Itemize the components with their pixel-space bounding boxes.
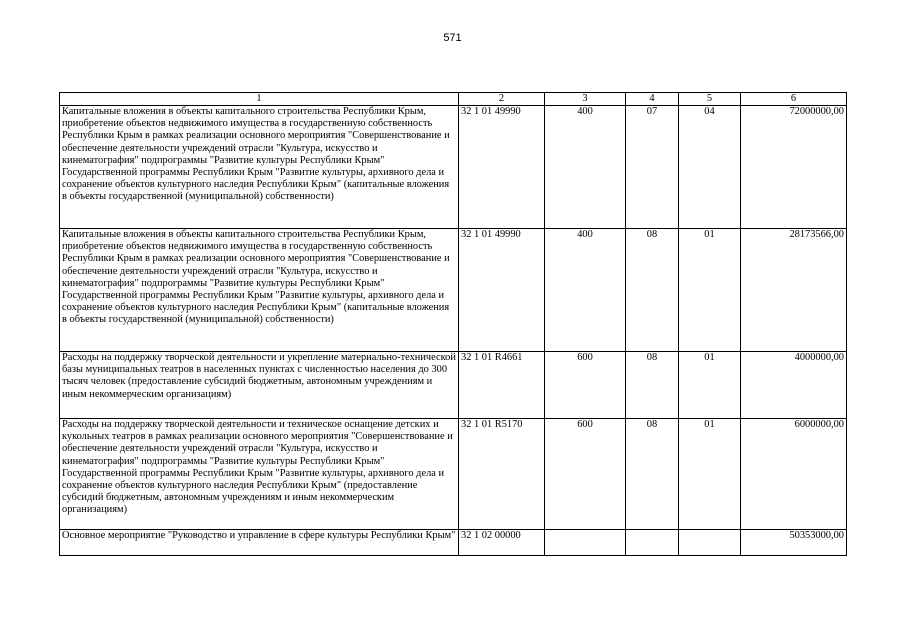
amount-cell: 28173566,00: [741, 229, 847, 352]
target-article-code-cell: 32 1 01 R5170: [459, 419, 545, 530]
section-cell: [626, 530, 679, 556]
section-cell: 07: [626, 106, 679, 229]
column-header: 5: [679, 93, 741, 106]
column-header: 2: [459, 93, 545, 106]
table-row: [60, 229, 847, 352]
amount-cell: 4000000,00: [741, 352, 847, 419]
table-header-row: [60, 93, 847, 106]
expense-type-cell: 400: [545, 106, 626, 229]
table-row: [60, 106, 847, 229]
expense-type-cell: [545, 530, 626, 556]
target-article-code-cell: 32 1 01 R4661: [459, 352, 545, 419]
expense-type-cell: 600: [545, 352, 626, 419]
expense-type-cell: 600: [545, 419, 626, 530]
subsection-cell: 01: [679, 229, 741, 352]
target-article-code-cell: 32 1 01 49990: [459, 106, 545, 229]
table-row: [60, 352, 847, 419]
amount-cell: 50353000,00: [741, 530, 847, 556]
section-cell: 08: [626, 352, 679, 419]
subsection-cell: 01: [679, 352, 741, 419]
subsection-cell: 04: [679, 106, 741, 229]
table-row: [60, 530, 847, 556]
expense-name-cell: Капитальные вложения в объекты капитального строительства Республики Крым, приобретение объектов недвижимого имущества в государственную собственность Республики Крым в рамках реализации основного мероприятия "Совершенствование и обеспечение деятельности учреждений отрасли "Культура, искусство и кинематография" подпрограммы "Развитие культуры Республики Крым" Государственной программы Республики Крым "Развитие культуры, архивного дела и сохранение объектов культурного наследия Республики Крым" (капитальные вложения в объекты государственной (муниципальной) собственности): [60, 106, 459, 229]
target-article-code-cell: 32 1 01 49990: [459, 229, 545, 352]
target-article-code-cell: 32 1 02 00000: [459, 530, 545, 556]
column-header: 1: [60, 93, 459, 106]
expense-name-cell: Расходы на поддержку творческой деятельности и укрепление материально-технической базы муниципальных театров в населенных пунктах с численностью населения до 300 тысяч человек (предоставление субсидий бюджетным, автономным учреждениям и иным некоммерческим организациям): [60, 352, 459, 419]
expense-name-cell: Капитальные вложения в объекты капитального строительства Республики Крым, приобретение объектов недвижимого имущества в государственную собственность Республики Крым в рамках реализации основного мероприятия "Совершенствование и обеспечение деятельности учреждений отрасли "Культура, искусство и кинематография" подпрограммы "Развитие культуры Республики Крым" Государственной программы Республики Крым "Развитие культуры, архивного дела и сохранение объектов культурного наследия Республики Крым" (капитальные вложения в объекты государственной (муниципальной) собственности): [60, 229, 459, 352]
expense-type-cell: 400: [545, 229, 626, 352]
page-number: 571: [443, 32, 462, 44]
subsection-cell: 01: [679, 419, 741, 530]
amount-cell: 72000000,00: [741, 106, 847, 229]
column-header: 3: [545, 93, 626, 106]
table-row: [60, 419, 847, 530]
column-header: 4: [626, 93, 679, 106]
section-cell: 08: [626, 229, 679, 352]
expense-name-cell: Расходы на поддержку творческой деятельности и техническое оснащение детских и кукольных театров в рамках реализации основного мероприятия "Совершенствование и обеспечение деятельности учреждений отрасли "Культура, искусство и кинематография" подпрограммы "Развитие культуры Республики Крым" Государственной программы Республики Крым "Развитие культуры, архивного дела и сохранение объектов культурного наследия Республики Крым" (предоставление субсидий бюджетным, автономным учреждениям и иным некоммерческим организациям): [60, 419, 459, 530]
expense-name-cell: Основное мероприятие "Руководство и управление в сфере культуры Республики Крым": [60, 530, 459, 556]
amount-cell: 6000000,00: [741, 419, 847, 530]
budget-table: [59, 92, 847, 556]
subsection-cell: [679, 530, 741, 556]
section-cell: 08: [626, 419, 679, 530]
column-header: 6: [741, 93, 847, 106]
